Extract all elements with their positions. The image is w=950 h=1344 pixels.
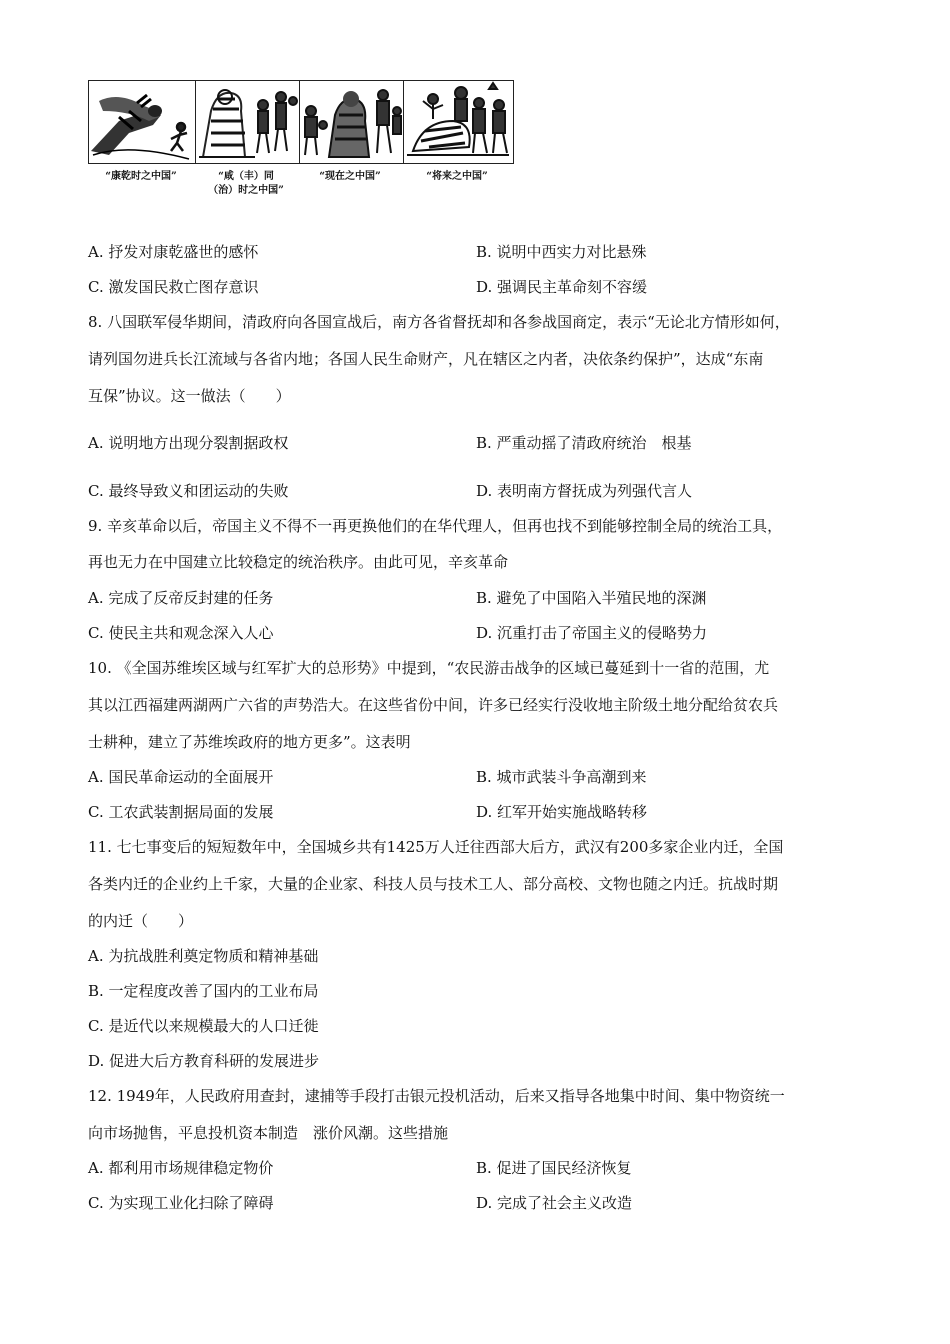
q7-option-a: A. 抒发对康乾盛世的感怀 xyxy=(88,243,259,261)
q7-option-d: D. 强调民主革命刻不容缓 xyxy=(476,278,648,296)
q11-stem-line: 的内迁（ ） xyxy=(88,912,194,930)
q12-option-c: C. 为实现工业化扫除了障碍 xyxy=(88,1194,274,1212)
q11-option-c: C. 是近代以来规模最大的人口迁徙 xyxy=(88,1017,319,1035)
q10-option-c: C. 工农武装割据局面的发展 xyxy=(88,803,274,821)
q11-stem-line: 11. 七七事变后的短短数年中，全国城乡共有1425万人迁往西部大后方，武汉有200多家企业内迁，全国 xyxy=(88,838,784,856)
q8-stem-line: 请列国勿进兵长江流域与各省内地；各国人民生命财产，凡在辖区之内者，决依条约保护”，达成“东南 xyxy=(88,350,764,368)
q12-option-a: A. 都利用市场规律稳定物价 xyxy=(88,1159,274,1177)
q9-option-c: C. 使民主共和观念深入人心 xyxy=(88,624,274,642)
q11-option-a: A. 为抗战胜利奠定物质和精神基础 xyxy=(88,947,319,965)
q7-option-b: B. 说明中西实力对比悬殊 xyxy=(476,243,647,261)
q8-option-c: C. 最终导致义和团运动的失败 xyxy=(88,482,289,500)
tiger-sitting-illustration xyxy=(195,81,299,163)
q9-stem-line: 9. 辛亥革命以后，帝国主义不得不一再更换他们的在华代理人，但再也找不到能够控制全局的统治工具， xyxy=(88,517,783,535)
q9-option-a: A. 完成了反帝反封建的任务 xyxy=(88,589,274,607)
tiger-surrounded-illustration xyxy=(299,81,403,163)
q9-option-b: B. 避免了中国陷入半殖民地的深渊 xyxy=(476,589,707,607)
caption-xiantong: “咸（丰）同 （治）时之中国” xyxy=(208,171,284,196)
tiger-leaping-illustration xyxy=(89,81,195,163)
q8-stem-line: 互保”协议。这一做法（ ） xyxy=(88,387,291,405)
cartoon-panel-xianzai xyxy=(299,81,404,163)
cartoon-panel-jianglai xyxy=(403,81,513,163)
cartoon-panel-kangqian xyxy=(89,81,196,163)
q9-stem-line: 再也无力在中国建立比较稳定的统治秩序。由此可见，辛亥革命 xyxy=(88,553,509,571)
caption-kangqian: “康乾时之中国” xyxy=(105,171,177,182)
q8-option-b: B. 严重动摇了清政府统治 根基 xyxy=(476,434,692,452)
q12-option-d: D. 完成了社会主义改造 xyxy=(476,1194,633,1212)
q12-stem-line: 12. 1949年，人民政府用查封，逮捕等手段打击银元投机活动，后来又指导各地集中时间、集中物资统一 xyxy=(88,1087,785,1105)
q10-stem-line: 其以江西福建两湖两广六省的声势浩大。在这些省份中间，许多已经实行没收地主阶级土地分配给贫农兵 xyxy=(88,696,779,714)
tiger-fallen-illustration xyxy=(403,81,513,163)
q10-stem-line: 士耕种，建立了苏维埃政府的地方更多”。这表明 xyxy=(88,733,411,751)
q10-stem-line: 10. 《全国苏维埃区域与红军扩大的总形势》中提到，“农民游击战争的区域已蔓延到十一省的范围，尤 xyxy=(88,659,770,677)
q11-option-b: B. 一定程度改善了国内的工业布局 xyxy=(88,982,319,1000)
q10-option-a: A. 国民革命运动的全面展开 xyxy=(88,768,274,786)
q9-option-d: D. 沉重打击了帝国主义的侵略势力 xyxy=(476,624,708,642)
q8-option-d: D. 表明南方督抚成为列强代言人 xyxy=(476,482,693,500)
cartoon-figure xyxy=(88,80,514,204)
caption-xianzai: “现在之中国” xyxy=(319,171,381,182)
q8-stem-line: 8. 八国联军侵华期间，清政府向各国宣战后，南方各省督抚却和各参战国商定，表示“无论北方情形如何， xyxy=(88,313,790,331)
q8-option-a: A. 说明地方出现分裂割据政权 xyxy=(88,434,289,452)
q12-option-b: B. 促进了国民经济恢复 xyxy=(476,1159,632,1177)
q11-stem-line: 各类内迁的企业约上千家，大量的企业家、科技人员与技术工人、部分高校、文物也随之内迁。抗战时期 xyxy=(88,875,779,893)
q10-option-d: D. 红军开始实施战略转移 xyxy=(476,803,648,821)
cartoon-captions xyxy=(88,164,514,204)
q12-stem-line: 向市场抛售，平息投机资本制造 涨价风潮。这些措施 xyxy=(88,1124,449,1142)
q11-option-d: D. 促进大后方教育科研的发展进步 xyxy=(88,1052,320,1070)
cartoon-panel-xiantong xyxy=(195,81,300,163)
q7-option-c: C. 激发国民救亡图存意识 xyxy=(88,278,259,296)
cartoon-panels xyxy=(88,80,514,164)
q10-option-b: B. 城市武装斗争高潮到来 xyxy=(476,768,647,786)
caption-jianglai: “将来之中国” xyxy=(426,171,488,182)
